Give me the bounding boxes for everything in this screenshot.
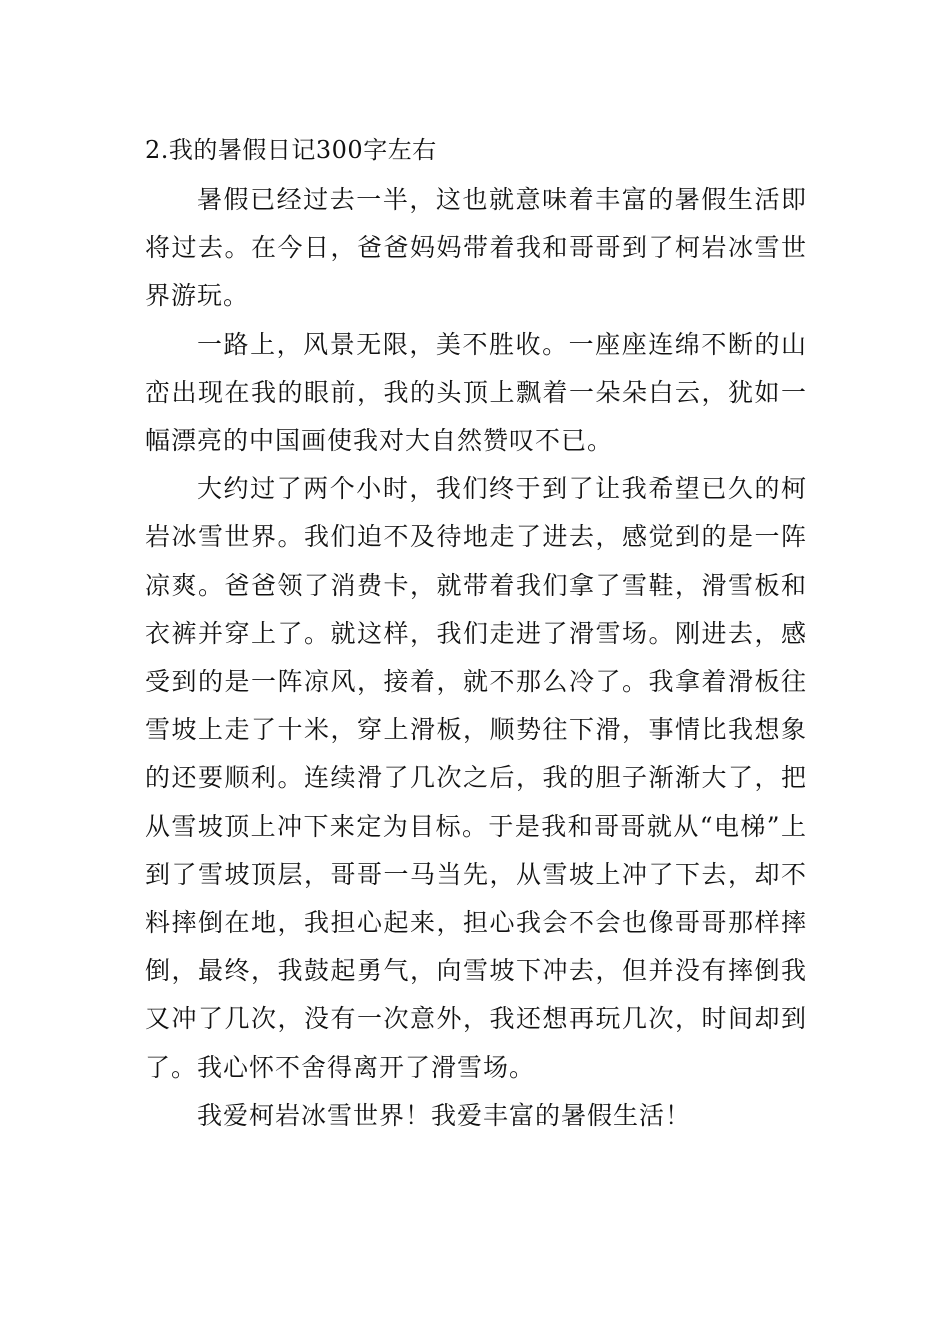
document-title: 2.我的暑假日记300字左右: [145, 136, 437, 164]
paragraph-3: 大约过了两个小时，我们终于到了让我希望已久的柯岩冰雪世界。我们迫不及待地走了进去，感觉到的是一阵凉爽。爸爸领了消费卡，就带着我们拿了雪鞋，滑雪板和衣裤并穿上了。就这样，我们走进了滑雪场。刚进去，感受到的是一阵凉风，接着，就不那么冷了。我拿着滑板往雪坡上走了十米，穿上滑板，顺势往下滑，事情比我想象的还要顺利。连续滑了几次之后，我的胆子渐渐大了，把从雪坡顶上冲下来定为目标。于是我和哥哥就从“电梯”上到了雪坡顶层，哥哥一马当先，从雪坡上冲了下去，却不料摔倒在地，我担心起来，担心我会不会也像哥哥那样摔倒，最终，我鼓起勇气，向雪坡下冲去，但并没有摔倒我又冲了几次，没有一次意外，我还想再玩几次，时间却到了。我心怀不舍得离开了滑雪场。: [145, 474, 807, 1082]
document-body: [145, 176, 807, 1140]
paragraph-1: 暑假已经过去一半，这也就意味着丰富的暑假生活即将过去。在今日，爸爸妈妈带着我和哥哥到了柯岩冰雪世界游玩。: [145, 185, 807, 311]
paragraph-2: 一路上，风景无限，美不胜收。一座座连绵不断的山峦出现在我的眼前，我的头顶上飘着一朵朵白云，犹如一幅漂亮的中国画使我对大自然赞叹不已。: [145, 329, 807, 456]
paragraph-4: 我爱柯岩冰雪世界！我爱丰富的暑假生活！: [197, 1100, 692, 1130]
